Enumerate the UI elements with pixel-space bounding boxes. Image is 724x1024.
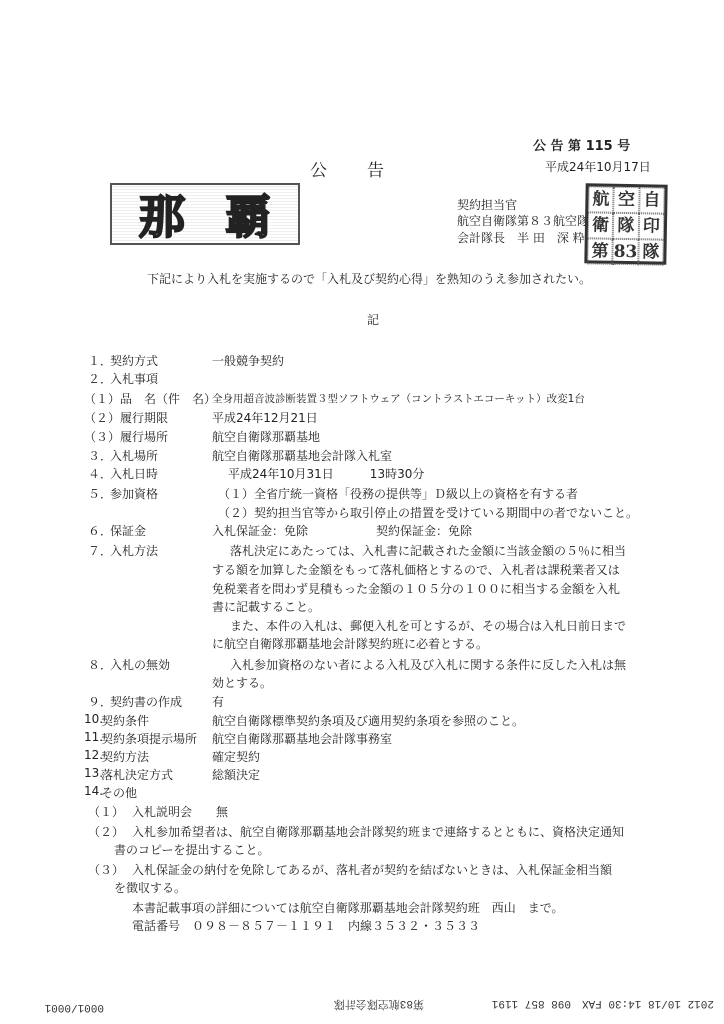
item-label: その他 [101, 786, 138, 800]
item-value: （２）契約担当官等から取引停止の措置を受けている期間中の者でないこと。 [218, 506, 639, 520]
contact-phone: 電話番号 ０９８－８５７－１１９１ 内線３５３２・３５３３ [132, 919, 481, 933]
stamp-char-2: 覇 [225, 190, 271, 244]
item-value: 全身用超音波診断装置３型ソフトウェア（コントラストエコーキット）改変1台 [212, 393, 585, 405]
item-label: 契約書の作成 [110, 695, 183, 709]
item-value: 有 [212, 695, 225, 709]
item-value: 航空自衛隊那覇基地会計隊入札室 [212, 449, 393, 463]
fax-header-mid: 第83航空隊会計隊 [333, 997, 424, 1009]
item-number: ９． [88, 695, 113, 709]
item-label: 入札事項 [110, 372, 159, 386]
item-number: 13. [84, 766, 104, 780]
intro-text: 下記により入札を実施するので「入札及び契約心得」を熟知のうえ参加されたい。 [147, 272, 592, 286]
seal-char: 83 [612, 239, 638, 265]
sub-item-text: 書のコピーを提出すること。 [114, 843, 270, 857]
page-title: 公 告 [310, 161, 386, 181]
sub-item-text: 入札参加希望者は、航空自衛隊那覇基地会計隊契約班まで連絡するとともに、資格決定通知 [132, 825, 625, 839]
item-value: 確定契約 [212, 750, 261, 764]
item-number: （１） [84, 392, 121, 406]
item-number: ３． [88, 449, 113, 463]
sub-item-number: （３） [88, 863, 125, 877]
fax-header-right: 0001/0001 [44, 1001, 104, 1013]
item-number: ２． [88, 372, 113, 386]
sub-item-number: （１） [88, 805, 125, 819]
item-value: 航空自衛隊那覇基地 [212, 430, 321, 444]
ki-heading: 記 [367, 313, 380, 327]
seal-char: 空 [613, 187, 639, 213]
item-label: 品 名（件 名） [120, 392, 217, 406]
stamp-char-1: 那 [139, 190, 185, 244]
seal-char: 隊 [613, 213, 639, 239]
notice-number: 公 告 第 115 号 [533, 139, 631, 154]
item-number: 12. [84, 748, 104, 762]
item-value: 効とする。 [212, 676, 273, 690]
item-label: 契約条項提示場所 [101, 732, 198, 746]
seal-char: 航 [588, 186, 614, 212]
item-number: 11. [84, 730, 104, 744]
item-value: 平成24年12月21日 [212, 411, 318, 425]
item-number: ５． [88, 487, 113, 501]
item-value: に航空自衛隊那覇基地会計隊契約班に必着とする。 [212, 637, 489, 651]
item-value: また、本件の入札は、郵便入札を可とするが、その場合は入札日前日まで [230, 619, 627, 633]
notice-date: 平成24年10月17日 [545, 160, 651, 174]
item-label: 履行期限 [120, 411, 169, 425]
item-value: 契約保証金：免除 [376, 524, 473, 538]
seal-char: 隊 [638, 239, 664, 265]
issuer-title: 契約担当官 [457, 198, 518, 212]
item-label: 履行場所 [120, 430, 169, 444]
official-seal [584, 183, 667, 264]
item-label: 入札日時 [110, 467, 159, 481]
issuer-unit: 航空自衛隊第８３航空隊 [457, 214, 590, 228]
item-value: 一般競争契約 [212, 354, 285, 368]
seal-char: 衛 [588, 212, 614, 238]
item-number: １． [88, 354, 113, 368]
item-value: する額を加算した金額をもって落札価格とするので、入札者は課税業者又は [212, 563, 620, 577]
item-value: 航空自衛隊標準契約条項及び適用契約条項を参照のこと。 [212, 714, 525, 728]
item-value: （１）全省庁統一資格「役務の提供等」Ｄ級以上の資格を有する者 [218, 487, 579, 501]
seal-char: 自 [639, 187, 665, 213]
item-value: 免税業者を問わず見積もった金額の１０５分の１００に相当する金額を入札 [212, 582, 621, 596]
item-value: 平成24年10月31日 13時30分 [228, 467, 425, 481]
item-label: 契約方式 [110, 354, 159, 368]
item-label: 入札場所 [110, 449, 159, 463]
item-number: ８． [88, 658, 113, 672]
item-value: 総額決定 [212, 768, 261, 782]
item-number: （２） [84, 411, 121, 425]
seal-char: 印 [639, 213, 665, 239]
item-number: ４． [88, 467, 113, 481]
item-label: 契約条件 [101, 714, 150, 728]
fax-header-left: 2012 10/18 14:30 FAX 098 857 1191 [491, 997, 714, 1009]
sub-item-text: を徴収する。 [114, 881, 187, 895]
item-label: 落札決定方式 [101, 768, 174, 782]
fax-footer [0, 995, 724, 1015]
naha-stamp [110, 183, 300, 245]
contact-text: 本書記載事項の詳細については航空自衛隊那覇基地会計隊契約班 西山 まで。 [132, 901, 564, 915]
item-label: 入札方法 [110, 544, 159, 558]
sub-item-number: （２） [88, 825, 125, 839]
item-number: 14. [84, 784, 104, 798]
item-value: 航空自衛隊那覇基地会計隊事務室 [212, 732, 393, 746]
item-value: 落札決定にあたっては、入札書に記載された金額に当該金額の５％に相当 [230, 544, 627, 558]
item-value: 入札保証金：免除 [212, 524, 309, 538]
item-number: （３） [84, 430, 121, 444]
item-value: 書に記載すること。 [212, 600, 321, 614]
item-label: 入札の無効 [110, 658, 171, 672]
item-number: ７． [88, 544, 113, 558]
issuer-name: 会計隊長 半 田 深 粋 [457, 231, 585, 245]
item-label: 契約方法 [101, 750, 150, 764]
item-value: 入札参加資格のない者による入札及び入札に関する条件に反した入札は無 [230, 658, 627, 672]
item-number: ６． [88, 524, 113, 538]
sub-item-text: 入札保証金の納付を免除してあるが、落札者が契約を結ばないときは、入札保証金相当額 [132, 863, 613, 877]
item-number: 10. [84, 712, 104, 726]
seal-char: 第 [587, 238, 613, 264]
item-label: 参加資格 [110, 487, 159, 501]
item-label: 保証金 [110, 524, 147, 538]
sub-item-text: 入札説明会 無 [132, 805, 229, 819]
